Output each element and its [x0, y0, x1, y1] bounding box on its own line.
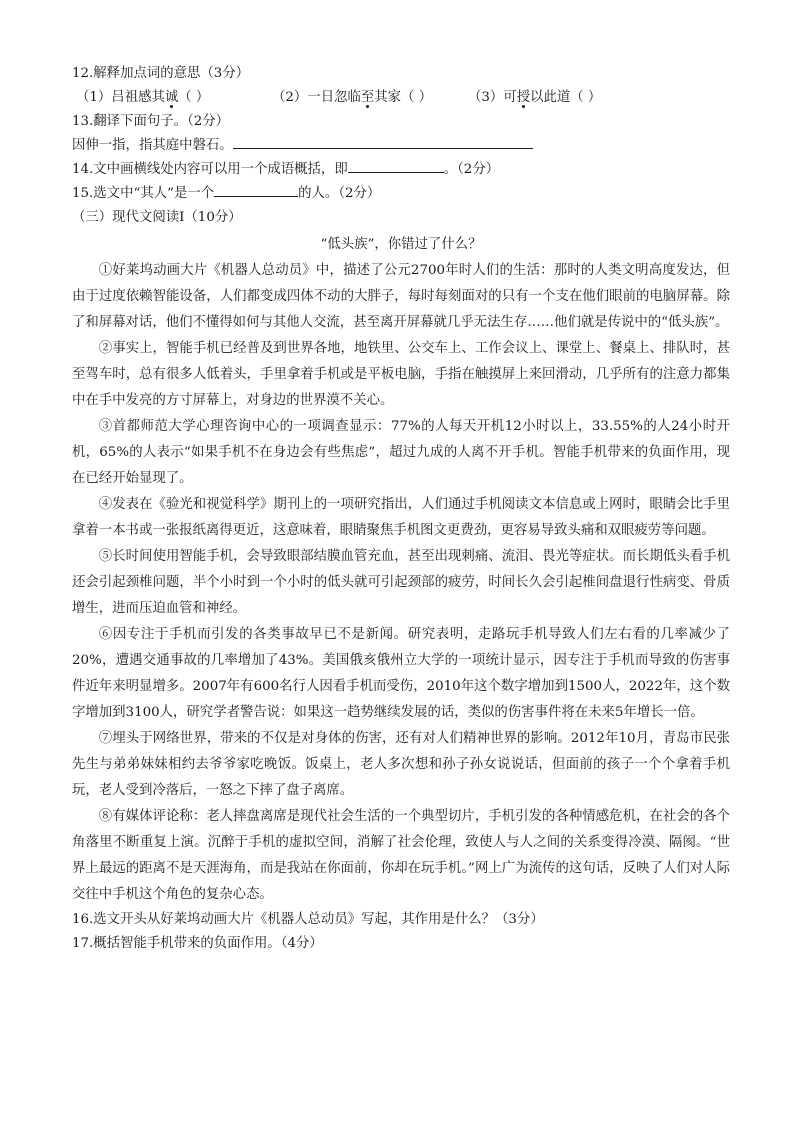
q12-title: 12.解释加点词的意思（3分）	[72, 66, 250, 81]
article-paragraph-4: ④发表在《验光和视觉科学》期刊上的一项研究指出，人们通过手机阅读文本信息或上网时，眼睛会比手里拿着一本书或一张报纸离得更近，这意味着，眼睛聚焦手机图文更费劲，更容易导致头痛和双眼疲劳等问题。	[72, 497, 730, 538]
article-paragraph-2: ②事实上，智能手机已经普及到世界各地，地铁里、公交车上、工作会议上、课堂上、餐桌上、排队时，甚至驾车时，总有很多人低着头，手里拿着手机或是平板电脑，手指在触摸屏上来回滑动，几乎所有的注意力都集中在手中发亮的方寸屏幕上，对身边的世界漠不关心。	[72, 341, 730, 408]
q15-post: 的人。（2分）	[298, 186, 381, 201]
q15-answer-blank[interactable]	[214, 182, 298, 197]
q13-line	[72, 134, 730, 158]
q12-item-2-dotted-word: 至	[360, 90, 375, 105]
article-paragraph-3: ③首都师范大学心理咨询中心的一项调查显示：77%的人每天开机12小时以上，33.55%的人24小时开机，65%的人表示“如果手机不在身边会有些焦虑”，超过九成的人离不开手机。智能手机带来的负面作用，现在已经开始显现了。	[72, 419, 730, 486]
q15-pre: 15.选文中“其人”是一个	[72, 186, 215, 201]
q12-item-3	[468, 86, 618, 110]
q16-title: 16.选文开头从好莱坞动画大片《机器人总动员》写起，其作用是什么？（3分）	[72, 912, 544, 927]
section3-heading: （三）现代文阅读Ⅰ（10分）	[72, 210, 242, 225]
q12-item-1-pre: （1）吕祖感其	[76, 90, 165, 105]
article-paragraph-8: ⑧有媒体评论称：老人摔盘离席是现代社会生活的一个典型切片，手机引发的各种情感危机，在社会的各个角落里不断重复上演。沉醉于手机的虚拟空间，消解了社会伦理，致使人与人之间的关系变得冷漠、隔阂。“世界上最远的距离不是天涯海角，而是我站在你面前，你却在玩手机。”网上广为流传的这句话，反映了人们对人际交往中手机这个角色的复杂心态。	[72, 809, 730, 902]
exam-page	[72, 62, 730, 956]
q12-item-3-post: 以此道（ ）	[530, 90, 602, 105]
q12-items	[72, 86, 730, 110]
q13-answer-blank[interactable]	[233, 134, 533, 149]
article-paragraph-5: ⑤长时间使用智能手机，会导致眼部结膜血管充血，甚至出现刺痛、流泪、畏光等症状。而长期低头看手机还会引起颈椎问题，半个小时到一个小时的低头就可引起颈部的疲劳，时间长久会引起椎间盘退行性病变、骨质增生，进而压迫血管和神经。	[72, 549, 730, 616]
q12-item-2-pre: （2）一日忽临	[272, 90, 361, 105]
q12-item-1-dotted-word: 诚	[164, 90, 179, 105]
article-paragraph-6: ⑥因专注于手机而引发的各类事故早已不是新闻。研究表明，走路玩手机导致人们左右看的几率减少了20%，遭遇交通事故的几率增加了43%。美国俄亥俄州立大学的一项统计显示，因专注于手机而导致的伤害事件近年来明显增多。2007年有600名行人因看手机而受伤，2010年这个数字增加到1500人，2022年，这个数字增加到3100人，研究学者警告说：如果这一趋势继续发展的话，类似的伤害事件将在未来5年增长一倍。	[72, 627, 730, 720]
q12-item-1-post: （ ）	[178, 90, 210, 105]
q14-answer-blank[interactable]	[348, 158, 444, 173]
q12-item-2	[272, 86, 468, 110]
q12-item-3-pre: （3）可	[468, 90, 517, 105]
q12-item-2-post: 其家（ ）	[374, 90, 433, 105]
q14-line	[72, 158, 730, 182]
q12-item-1	[76, 86, 272, 110]
article-paragraph-7: ⑦埋头于网络世界，带来的不仅是对身体的伤害，还有对人们精神世界的影响。2012年10月，青岛市民张先生与弟弟妹妹相约去爷爷家吃晚饭。饭桌上，老人多次想和孙子孙女说说话，但面前的孩子一个个拿着手机玩，老人受到冷落后，一怒之下摔了盘子离席。	[72, 731, 730, 798]
q12-item-3-dotted-word: 授	[516, 90, 531, 105]
q14-pre: 14.文中画横线处内容可以用一个成语概括，即	[72, 162, 348, 177]
q13-title: 13.翻译下面句子。（2分）	[72, 114, 230, 129]
q13-sentence: 因伸一指，指其庭中磐石。	[72, 138, 233, 153]
q17-title: 17.概括智能手机带来的负面作用。（4分）	[72, 936, 323, 951]
article-paragraph-1: ①好莱坞动画大片《机器人总动员》中，描述了公元2700年时人们的生活：那时的人类文明高度发达，但由于过度依赖智能设备，人们都变成四体不动的大胖子，每时每刻面对的只有一个支在他们眼前的电脑屏幕。除了和屏幕对话，他们不懂得如何与其他人交流，甚至离开屏幕就几乎无法生存……他们就是传说中的“低头族”。	[72, 263, 730, 330]
q14-post: 。（2分）	[443, 162, 500, 177]
q15-line	[72, 182, 730, 206]
article-title: “低头族”，你错过了什么？	[320, 237, 482, 252]
